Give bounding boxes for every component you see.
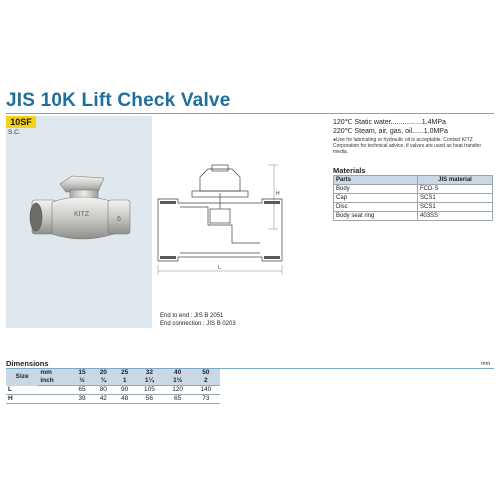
part-name: Cap: [334, 194, 418, 203]
inch-value: ¾: [93, 377, 114, 386]
svg-text:KITZ: KITZ: [74, 211, 90, 218]
mm-value: 25: [114, 369, 135, 377]
model-tab: 10SF: [6, 116, 36, 128]
dimensions-table: [6, 369, 220, 404]
table-row: [334, 212, 493, 221]
mm-value: 15: [71, 369, 92, 377]
dim-h-label: H: [276, 191, 280, 197]
l-label: L: [6, 386, 71, 395]
table-row: [6, 395, 220, 404]
l-value: 80: [93, 386, 114, 395]
l-value: 140: [192, 386, 220, 395]
mm-value: 40: [164, 369, 192, 377]
table-row: [334, 185, 493, 194]
mm-value: 50: [192, 369, 220, 377]
spec-line-water: 120℃ Static water................1.4MPa: [333, 119, 446, 126]
valve-photo: [22, 170, 140, 250]
mm-value: 32: [135, 369, 163, 377]
title-rule: [6, 113, 494, 114]
h-value: 39: [71, 395, 92, 404]
cross-section-drawing: [156, 163, 286, 285]
end-connection: End connection : JIS B 0203: [160, 321, 236, 327]
materials-col-parts: Parts: [334, 176, 418, 185]
part-material: SCS1: [418, 194, 493, 203]
h-label: H: [6, 395, 71, 404]
mm-label: mm: [38, 369, 71, 377]
materials-table: [333, 175, 493, 221]
inch-value: 2: [192, 377, 220, 386]
spec-block: [333, 118, 493, 155]
l-value: 105: [135, 386, 163, 395]
size-label: Size: [6, 369, 38, 386]
inch-value: ½: [71, 377, 92, 386]
part-name: Body seat ring: [334, 212, 418, 221]
inch-value: 1¼: [135, 377, 163, 386]
inch-label: inch: [38, 377, 71, 386]
l-value: 120: [164, 386, 192, 395]
mm-value: 20: [93, 369, 114, 377]
h-value: 73: [192, 395, 220, 404]
end-info: [160, 312, 236, 328]
h-value: 65: [164, 395, 192, 404]
spec-note: ●Use for lubricating or hydraulic oil is acceptable. Contact KITZ Corporation for technical advice, if valves are used as heat transfer media.: [333, 137, 482, 155]
inch-value: 1: [114, 377, 135, 386]
h-value: 48: [114, 395, 135, 404]
h-value: 42: [93, 395, 114, 404]
part-name: Disc: [334, 203, 418, 212]
model-sub: S.C.: [8, 129, 21, 136]
table-row: [334, 194, 493, 203]
h-value: 56: [135, 395, 163, 404]
dimensions-unit: mm: [481, 361, 491, 367]
part-name: Body: [334, 185, 418, 194]
part-material: 403SS: [418, 212, 493, 221]
page-title: JIS 10K Lift Check Valve: [6, 90, 231, 111]
materials-col-material: JIS material: [418, 176, 493, 185]
svg-text:6: 6: [117, 216, 121, 223]
part-material: SCS1: [418, 203, 493, 212]
l-value: 90: [114, 386, 135, 395]
table-row: [6, 386, 220, 395]
materials-heading: Materials: [333, 166, 366, 175]
dimensions-heading: Dimensions: [6, 359, 49, 368]
dim-l-label: L: [218, 265, 221, 271]
inch-value: 1½: [164, 377, 192, 386]
table-row: [334, 203, 493, 212]
l-value: 65: [71, 386, 92, 395]
end-to-end: End to end : JIS B 2051: [160, 313, 224, 319]
spec-line-steam: 220℃ Steam, air, gas, oil......1.0MPa: [333, 128, 448, 135]
part-material: FCD-S: [418, 185, 493, 194]
